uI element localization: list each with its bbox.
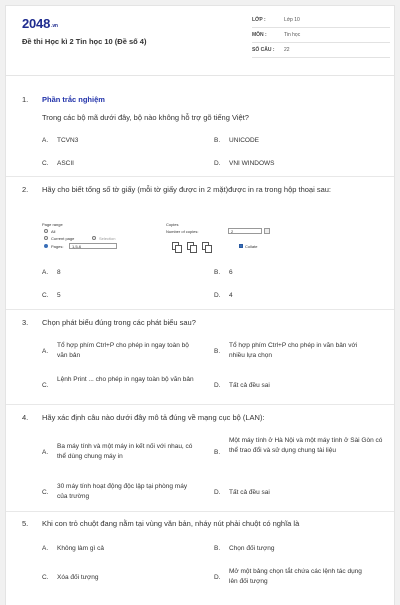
option-letter: D.	[214, 574, 221, 581]
option-letter: A.	[42, 449, 49, 456]
page-range-label: Page range	[42, 222, 63, 227]
option-text: 4	[229, 292, 233, 299]
option-letter: A.	[42, 348, 49, 355]
radio-selection	[92, 236, 96, 240]
current-page-label: Current page	[51, 236, 75, 241]
logo-suffix: .vn	[51, 23, 58, 29]
option-text: Mở một bảng chọn tắt chứa các lệnh tác dụng lên đối tượng	[229, 568, 362, 585]
header-divider	[6, 75, 395, 76]
meta-value: Tin học	[284, 32, 301, 38]
print-dialog-image	[42, 222, 302, 266]
option-letter: A.	[42, 269, 49, 276]
option-text: Ba máy tính và một máy in kết nối với nhau, có thể dùng chung máy in	[57, 443, 193, 460]
option-letter: D.	[214, 382, 221, 389]
meta-row-count	[252, 43, 390, 58]
question-text: Hãy cho biết tổng số tờ giấy (mỗi tờ giấy được in 2 mặt)được in ra trong hộp thoại sau:	[42, 185, 332, 194]
option-text: UNICODE	[229, 137, 259, 144]
question-text: Khi con trỏ chuột đang nằm tại vùng văn bản, nháy nút phải chuột có nghĩa là	[42, 519, 300, 528]
page-stack-icon	[190, 245, 197, 253]
option-text: Tổ hợp phím Ctrl+P cho phép in ngay toàn bộ văn bản	[57, 342, 189, 359]
radio-pages	[44, 244, 48, 248]
option-letter: C.	[42, 382, 49, 389]
meta-value: 22	[284, 47, 290, 53]
question-number: 2.	[22, 185, 29, 194]
option-letter: A.	[42, 545, 49, 552]
question-divider	[6, 404, 395, 405]
option-text: Lệnh Print ... cho phép in ngay toàn bộ văn bản	[57, 376, 194, 383]
question-divider	[6, 511, 395, 512]
exam-sheet	[5, 5, 395, 605]
option-text: Một máy tính ở Hà Nội và một máy tính ở Sài Gòn có thể trao đổi và sử dụng chung tài liệu	[229, 437, 383, 454]
radio-current-page	[44, 236, 48, 240]
option-text: Tất cả đều sai	[229, 489, 270, 496]
option-text: Chọn đối tượng	[229, 545, 275, 552]
option-text: Tổ hợp phím Ctrl+P cho phép in văn bản với nhiều lựa chọn	[229, 342, 358, 359]
question-divider	[6, 176, 395, 177]
radio-all-label: All	[51, 229, 56, 234]
question-text: Chọn phát biểu đúng trong các phát biểu sau?	[42, 318, 196, 327]
pages-label: Pages:	[51, 244, 64, 249]
option-letter: B.	[214, 545, 221, 552]
number-of-copies-label: Number of copies:	[166, 229, 199, 234]
question-number: 3.	[22, 318, 29, 327]
option-letter: D.	[214, 160, 221, 167]
exam-meta	[252, 13, 390, 58]
collate-label: Collate	[245, 244, 258, 249]
option-letter: C.	[42, 292, 49, 299]
meta-key: LỚP :	[252, 17, 266, 23]
option-text: 8	[57, 269, 61, 276]
question-divider	[6, 309, 395, 310]
option-letter: D.	[214, 489, 221, 496]
option-text: 5	[57, 292, 61, 299]
option-text: Tất cả đều sai	[229, 382, 270, 389]
collate-checkbox	[239, 244, 243, 248]
option-letter: B.	[214, 348, 221, 355]
option-text: 6	[229, 269, 233, 276]
question-number: 4.	[22, 413, 29, 422]
option-letter: B.	[214, 137, 221, 144]
copies-field: 2	[228, 228, 262, 234]
selection-label: Selection	[99, 236, 116, 241]
option-letter: B.	[214, 449, 221, 456]
pages-field: 1,5-6	[69, 243, 117, 249]
page-stack-icon	[205, 245, 212, 253]
section-number: 1.	[22, 95, 29, 104]
radio-all	[44, 229, 48, 233]
option-text: Xóa đối tượng	[57, 574, 99, 581]
logo-main: 2048	[22, 16, 51, 31]
option-letter: C.	[42, 160, 49, 167]
meta-value: Lớp 10	[284, 17, 300, 23]
section-title: Phần trắc nghiệm	[42, 95, 105, 104]
option-letter: A.	[42, 137, 49, 144]
option-letter: D.	[214, 292, 221, 299]
question-text: Trong các bộ mã dưới đây, bộ nào không hỗ trợ gõ tiếng Việt?	[42, 113, 249, 122]
meta-key: SỐ CÂU :	[252, 47, 275, 53]
option-letter: B.	[214, 269, 221, 276]
option-text: Không làm gì cả	[57, 545, 104, 552]
meta-row-class	[252, 13, 390, 28]
option-letter: C.	[42, 489, 49, 496]
option-text: VNI WINDOWS	[229, 160, 275, 167]
copies-label: Copies	[166, 222, 179, 227]
exam-header	[6, 6, 395, 72]
meta-key: MÔN :	[252, 32, 267, 38]
site-logo[interactable]	[22, 16, 58, 31]
question-number: 5.	[22, 519, 29, 528]
question-text: Hãy xác định câu nào dưới đây mô tả đúng về mạng cục bộ (LAN):	[42, 413, 265, 422]
meta-row-subject	[252, 28, 390, 43]
option-text: ASCII	[57, 160, 74, 167]
option-letter: C.	[42, 574, 49, 581]
exam-title: Đề thi Học kì 2 Tin học 10 (Đề số 4)	[22, 37, 147, 46]
option-text: TCVN3	[57, 137, 79, 144]
copies-spin-icon	[264, 228, 270, 234]
option-text: 30 máy tính hoạt động độc lập tại phòng máy của trường	[57, 483, 188, 500]
page-stack-icon	[175, 245, 182, 253]
